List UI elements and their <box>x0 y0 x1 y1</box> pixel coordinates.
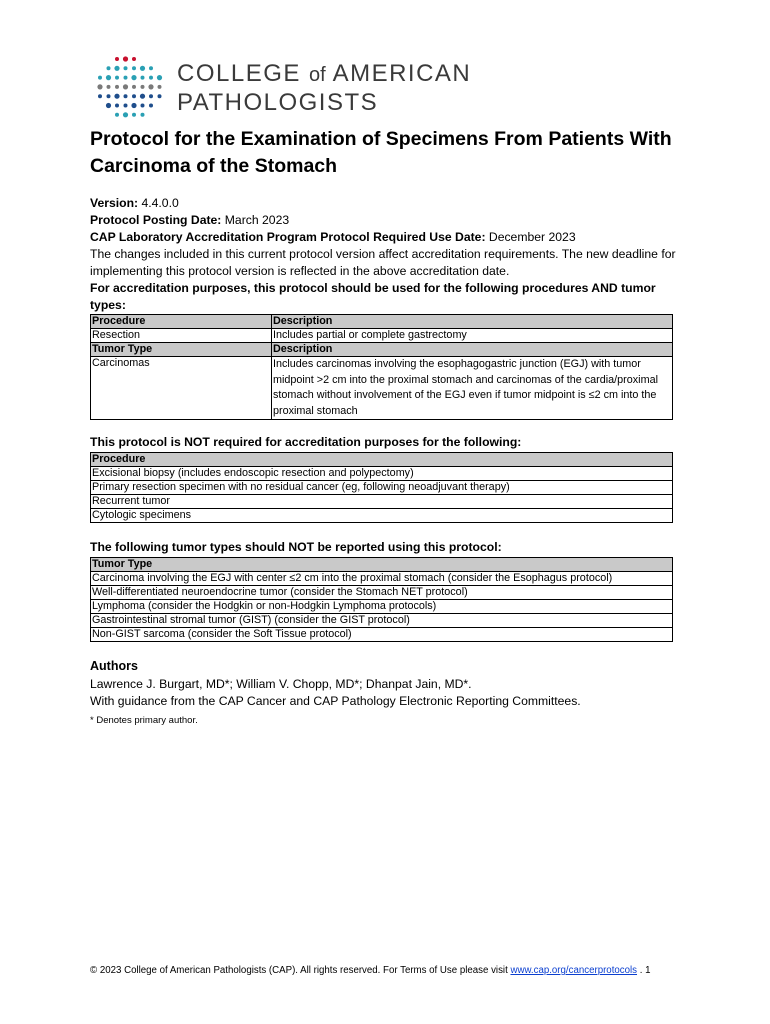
posting-date-line: Protocol Posting Date: March 2023 <box>90 213 290 227</box>
table-row: Carcinomas Includes carcinomas involving the esophagogastric junction (EGJ) with tumor midpoint >2 cm into the proximal stomach and carcinomas of the cardia/proximal stomach without involvement of the EGJ even if tumor midpoint is ≤2 cm into the proximal stomach <box>91 357 673 420</box>
logo-dot <box>115 113 119 117</box>
logo-dot <box>149 94 153 98</box>
logo-dot <box>132 57 136 61</box>
logo-dots-icon <box>95 54 167 122</box>
logo-dot <box>131 75 136 80</box>
logo-dot <box>106 75 111 80</box>
version-line: Version: 4.4.0.0 <box>90 196 179 210</box>
table-header-row: Procedure <box>91 453 673 467</box>
table-row: Recurrent tumor <box>91 495 673 509</box>
logo-dot <box>157 75 162 80</box>
document-title: Protocol for the Examination of Specimens From Patients With Carcinoma of the Stomach <box>90 128 672 177</box>
logo-dot <box>115 85 119 89</box>
authors-section <box>90 658 680 729</box>
logo-dot <box>141 113 145 117</box>
logo-dot <box>132 66 136 70</box>
logo-dot <box>114 94 119 99</box>
table-row: Well-differentiated neuroendocrine tumor (consider the Stomach NET protocol) <box>91 586 673 600</box>
logo-dot <box>158 94 162 98</box>
logo-dot <box>123 56 128 61</box>
logo-dot <box>98 94 102 98</box>
logo-dot <box>141 104 145 108</box>
logo-wordmark: COLLEGE of AMERICAN PATHOLOGISTS <box>177 60 472 116</box>
table-header-row: Procedure Description <box>91 315 673 329</box>
logo-dot <box>132 113 136 117</box>
not-required-table <box>90 452 673 523</box>
logo-dot <box>106 103 111 108</box>
primary-author-note: * Denotes primary author. <box>90 715 198 726</box>
logo-dot <box>140 94 145 99</box>
guidance-line: With guidance from the CAP Cancer and CAP Pathology Electronic Reporting Committees. <box>90 694 581 708</box>
logo-dot <box>107 85 111 89</box>
cap-logo <box>95 54 495 124</box>
changes-note: The changes included in this current protocol version affect accreditation requirements. The new deadline for implementing this protocol version is reflected in the above accreditation date. <box>90 247 676 278</box>
logo-dot <box>149 104 153 108</box>
logo-dot <box>148 84 153 89</box>
logo-dot <box>141 76 145 80</box>
logo-dot <box>123 112 128 117</box>
cancer-protocols-link[interactable]: www.cap.org/cancerprotocols <box>510 965 638 976</box>
logo-dot <box>115 57 119 61</box>
logo-dot <box>132 85 136 89</box>
logo-dot <box>141 85 145 89</box>
excluded-tumors-table <box>90 557 673 642</box>
authors-heading: Authors <box>90 659 138 673</box>
logo-dot <box>98 76 102 80</box>
excluded-tumors-heading: The following tumor types should NOT be reported using this protocol: <box>90 540 502 554</box>
logo-dot <box>140 66 145 71</box>
author-names: Lawrence J. Burgart, MD*; William V. Chopp, MD*; Dhanpat Jain, MD*. <box>90 677 472 691</box>
table-row: Lymphoma (consider the Hodgkin or non-Hodgkin Lymphoma protocols) <box>91 600 673 614</box>
table-row: Non-GIST sarcoma (consider the Soft Tissue protocol) <box>91 628 673 642</box>
table-header-row: Tumor Type <box>91 558 673 572</box>
logo-dot <box>124 104 128 108</box>
procedures-table <box>90 314 673 420</box>
logo-dot <box>132 94 136 98</box>
logo-dot <box>107 94 111 98</box>
table-header-row: Tumor Type Description <box>91 343 673 357</box>
required-date-line: CAP Laboratory Accreditation Program Protocol Required Use Date: December 2023 <box>90 230 576 244</box>
page-footer: © 2023 College of American Pathologists (CAP). All rights reserved. For Terms of Use please visit www.cap.org/cancerprotocols . 1 <box>90 965 651 976</box>
table-row: Primary resection specimen with no residual cancer (eg, following neoadjuvant therapy) <box>91 481 673 495</box>
table-row: Excisional biopsy (includes endoscopic resection and polypectomy) <box>91 467 673 481</box>
table-row: Cytologic specimens <box>91 509 673 523</box>
page-number: . 1 <box>637 965 651 976</box>
logo-dot <box>149 76 153 80</box>
table-row: Resection Includes partial or complete gastrectomy <box>91 329 673 343</box>
logo-dot <box>124 94 128 98</box>
logo-dot <box>149 66 153 70</box>
logo-dot <box>97 84 102 89</box>
logo-dot <box>158 85 162 89</box>
logo-dot <box>124 76 128 80</box>
logo-dot <box>115 104 119 108</box>
logo-dot <box>131 103 136 108</box>
logo-dot <box>107 66 111 70</box>
logo-dot <box>123 84 128 89</box>
not-required-heading: This protocol is NOT required for accreditation purposes for the following: <box>90 435 522 449</box>
logo-dot <box>114 66 119 71</box>
logo-dot <box>115 76 119 80</box>
purpose-statement: For accreditation purposes, this protocol should be used for the following procedures AND tumor types: <box>90 281 656 312</box>
table-row: Gastrointestinal stromal tumor (GIST) (consider the GIST protocol) <box>91 614 673 628</box>
logo-dot <box>124 66 128 70</box>
protocol-metadata <box>90 195 680 314</box>
table-row: Carcinoma involving the EGJ with center ≤2 cm into the proximal stomach (consider the Esophagus protocol) <box>91 572 673 586</box>
